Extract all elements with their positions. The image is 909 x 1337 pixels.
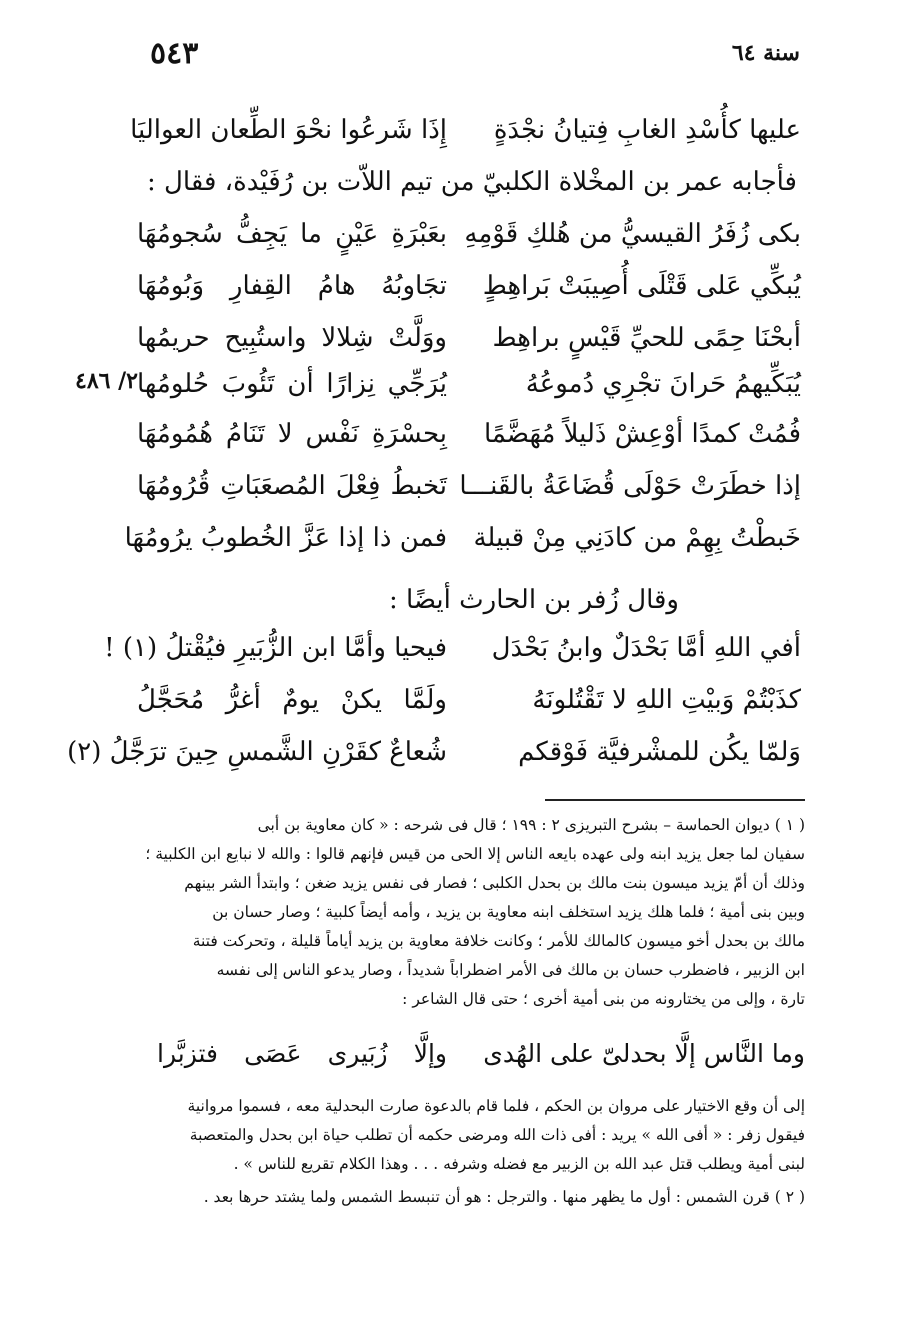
poem2-verse-2-second: ولَمَّا يكنْ يومٌ أغرُّ مُحَجَّلُ xyxy=(137,685,447,715)
reply-intro-text: فأجابه عمر بن المخْلاة الكلبيّ من تيم اللاّت بن رُفَيْدة، فقال : xyxy=(147,167,797,197)
poem2-verse-1-second: فيحيا وأمَّا ابن الزُّبَيرِ فيُقْتلُ (١) ! xyxy=(104,633,447,663)
page-number: ٥٤٣ xyxy=(150,36,199,71)
intro-verse-second-hemistich: إِذَا شَرعُوا نحْوَ الطِّعان العواليَا xyxy=(130,115,447,145)
poem1-verse-3-first: أبحْنَا حِمًى للحيِّ قَيْسٍ براهِط xyxy=(492,323,801,353)
footnote-1-line-2: سفيان لما جعل يزيد ابنه ولى عهده بايعه الناس إلا الحى من قيس فإنهم قالوا : والله لا نبايع ابن الكلبية ؛ xyxy=(145,845,805,863)
zufar-intro-text: وقال زُفر بن الحارث أيضًا : xyxy=(388,585,679,615)
footnote-1-line-1: ( ١ ) ديوان الحماسة – بشرح التبريزى ٢ : ١٩٩ ؛ قال فى شرحه : « كان معاوية بن أبى xyxy=(257,816,805,834)
poem1-verse-5-second: بِحسْرَةِ نَفْس لا تَنَامُ هُمُومُهَا xyxy=(137,419,447,449)
footnote-1-cont-line-1: إلى أن وقع الاختيار على مروان بن الحكم ، فلما قام بالدعوة صارت البحدلية معه ، فسموا مروانية xyxy=(187,1097,805,1115)
poem1-verse-5-first: فُمُتْ كمدًا أوْعِشْ ذَليلاً مُهَضَّمًا xyxy=(483,419,801,449)
poem1-verse-3-second: ووَلَّتْ شِلالا واستُبِيح حريمُها xyxy=(137,323,447,353)
poem2-verse-1-first: أفي اللهِ أمَّا بَحْدَلٌ وابنُ بَحْدَل xyxy=(491,633,801,663)
margin-reference: ٢/ ٤٨٦ xyxy=(75,368,138,394)
footnote-1-line-5: مالك بن بحدل أخو ميسون كالمالك للأمر ؛ وكانت خلافة معاوية بن يزيد أياماً قليلة ، وتحركت فتنة xyxy=(192,932,805,950)
footnote-1-line-6: ابن الزبير ، فاضطرب حسان بن مالك فى الأمر اضطراباً شديداً ، وصار يدعو الناس إلى نفسه xyxy=(216,961,805,979)
poem1-verse-7-first: خَبطْتُ بِهِمْ من كادَنِي مِنْ قبيلة xyxy=(473,523,801,553)
poem1-verse-6-second: تَخبطُ فِعْلَ المُصعَبَاتِ قُرُومُهَا xyxy=(137,471,447,501)
poem1-verse-6-first: إذا خطَرَتْ حَوْلَى قُضَاعَةُ بالقَنـــا xyxy=(459,471,801,501)
footnote-1-line-7: تارة ، وإلى من يختارونه من بنى أمية أخرى ؛ حتى قال الشاعر : xyxy=(402,990,805,1008)
running-title: سنة ٦٤ xyxy=(731,40,800,66)
poem2-verse-3-second: شُعاعٌ كقَرْنِ الشَّمسِ حِينَ ترَجَّلُ (٢) xyxy=(67,737,447,767)
poem1-verse-2-second: تجَاوبُهُ هامُ القِفارِ وَبُومُهَا xyxy=(137,271,447,301)
footnote-1-line-3: وذلك أن أمّ يزيد ميسون بنت مالك بن بحدل الكلبى ؛ فصار فى نفس يزيد ضغن ؛ وابتدأ الشر بينهم xyxy=(184,874,805,892)
footnote-separator xyxy=(545,799,805,801)
poem1-verse-4-first: يُبَكِّيهمُ حَرانَ تجْرِي دُموعُهُ xyxy=(525,369,801,399)
poem2-verse-2-first: كذَبْتُمْ وَبيْتِ اللهِ لا تَقْتُلونَهُ xyxy=(532,685,801,715)
poem1-verse-2-first: يُبكِّي عَلى قَتْلَى أُصِيبَتْ بَراهِطٍ xyxy=(482,271,801,301)
poem1-verse-7-second: فمن ذا إذا عَزَّ الخُطوبُ يرُومُهَا xyxy=(124,523,447,553)
footnote-1-cont-line-3: لبنى أمية ويطلب قتل عبد الله بن الزبير مع فضله وشرفه . . . وهذا الكلام تقريع للناس » . xyxy=(233,1155,805,1173)
footnote-2: ( ٢ ) قرن الشمس : أول ما يظهر منها . والترجل : هو أن تنبسط الشمس ولما يشتد حرها بعد . xyxy=(203,1188,805,1206)
footnote-1-line-4: وبين بنى أمية ؛ فلما هلك يزيد استخلف ابنه معاوية بن يزيد ، وأمه أيضاً كلبية ؛ وصار حسان بن xyxy=(212,903,805,921)
footnote-1-cont-line-2: فيقول زفر : « أفى الله » يريد : أفى ذات الله ومرضى حكمه أن تطلب حياة ابن بحدل والمتعصبة xyxy=(189,1126,805,1144)
poem1-verse-4-second: يُرَجِّي نِزارًا أن تَئُوبَ حُلومُها xyxy=(137,369,447,399)
footnote-verse-first: وما النَّاس إلَّا بحدلىّ على الهُدى xyxy=(483,1039,805,1068)
intro-verse-first-hemistich: عليها كأُسْدِ الغابِ فِتيانُ نجْدَةٍ xyxy=(493,115,801,145)
footnote-verse-second: وإلَّا زُبَيرى عَصَى فتزبَّرا xyxy=(157,1039,447,1068)
poem2-verse-3-first: وَلمّا يكُن للمشْرفيَّة فَوْقكم xyxy=(518,737,801,767)
poem1-verse-1-first: بكى زُفَرُ القيسيُّ من هُلكِ قَوْمِهِ xyxy=(464,219,801,249)
poem1-verse-1-second: بعَبْرَةِ عَيْنٍ ما يَجِفُّ سُجومُهَا xyxy=(137,219,447,249)
